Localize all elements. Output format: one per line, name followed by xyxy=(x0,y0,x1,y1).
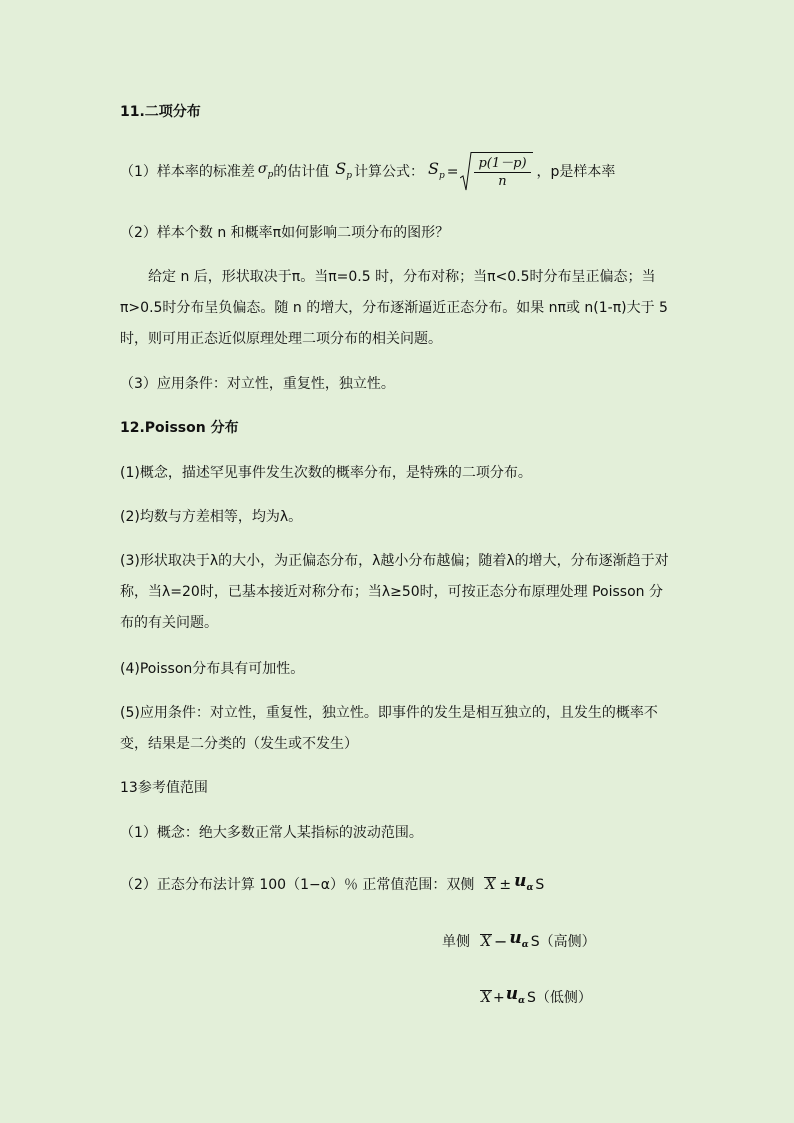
sqrt-formula xyxy=(460,152,532,192)
formula-denominator: n xyxy=(498,174,507,189)
sp-formula-symbol: $S_p$ xyxy=(427,158,445,181)
section-11-heading: 11.二项分布 xyxy=(120,104,201,120)
section-11-item-2-question: （2）样本个数 n 和概率π如何影响二项分布的图形？ xyxy=(120,225,450,241)
section-12-item-5: (5)应用条件：对立性，重复性，独立性。即事件的发生是相互独立的，且发生的概率不变，结果是二分类的（发生或不发生） xyxy=(120,705,658,752)
section-11-item-1 xyxy=(120,152,615,192)
section-11-item-2-answer: 给定 n 后，形状取决于π。当π=0.5 时，分布对称；当π<0.5时分布呈正偏态；当π>0.5时分布呈负偏态。随 n 的增大，分布逐渐逼近正态分布。如果 nπ或 n(1-π)大于 5 时，则可用正态近似原理处理二项分布的相关问题。 xyxy=(120,269,668,347)
sigma-symbol: $\sigma_p$ xyxy=(257,161,274,180)
minus-sign: − xyxy=(493,931,508,951)
one-sided-low-formula xyxy=(480,984,592,1011)
item-1-mid: 的估计值 xyxy=(273,164,330,180)
u-alpha-symbol-low: $u_\alpha$ xyxy=(505,984,526,1006)
one-sided-high-formula xyxy=(442,928,596,955)
s-symbol: S xyxy=(535,876,545,893)
formula-fraction xyxy=(474,155,530,190)
x-bar-symbol-low: X xyxy=(481,990,491,1006)
u-alpha-symbol-high: $u_\alpha$ xyxy=(509,928,529,950)
section-12-item-4: (4)Poisson分布具有可加性。 xyxy=(120,661,305,677)
high-label: S（高侧） xyxy=(530,933,596,950)
item-2-prefix: （2）正态分布法计算 100（1−α）％ 正常值范围：双侧 xyxy=(120,876,475,893)
section-12-item-3: (3)形状取决于λ的大小，为正偏态分布，λ越小分布越偏；随着λ的增大，分布逐渐趋于对称，当λ=20时，已基本接近对称分布；当λ≥50时，可按正态分布原理处理 Poisson 分布的有关问题。 xyxy=(120,553,669,631)
item-1-prefix: （1）样本率的标准差 xyxy=(120,164,255,180)
section-13-item-1: （1）概念：绝大多数正常人某指标的波动范围。 xyxy=(120,825,423,841)
section-13-heading: 13参考值范围 xyxy=(120,780,208,796)
section-11-item-3: （3）应用条件：对立性，重复性，独立性。 xyxy=(120,376,395,392)
item-1-suffix: ，p是样本率 xyxy=(536,164,616,180)
equals-sign: = xyxy=(446,164,459,180)
section-12-item-2: (2)均数与方差相等，均为λ。 xyxy=(120,509,303,525)
u-alpha-symbol: $u_\alpha$ xyxy=(514,871,534,893)
section-13-item-2 xyxy=(120,871,544,898)
one-sided-label: 单侧 xyxy=(442,933,470,950)
sp-symbol: $S_p$ xyxy=(335,158,352,181)
plus-minus-sign: ± xyxy=(499,876,512,893)
radical-sign-icon xyxy=(460,152,472,192)
x-bar-symbol: X xyxy=(485,877,496,893)
x-bar-symbol-high: X xyxy=(481,934,491,950)
section-12-heading: 12.Poisson 分布 xyxy=(120,420,239,436)
plus-sign: + xyxy=(492,989,505,1006)
formula-numerator: p(1－p) xyxy=(474,155,530,173)
low-label: S（低侧） xyxy=(527,989,592,1006)
section-12-item-1: (1)概念，描述罕见事件发生次数的概率分布，是特殊的二项分布。 xyxy=(120,465,532,481)
formula-label: 计算公式： xyxy=(353,164,424,180)
